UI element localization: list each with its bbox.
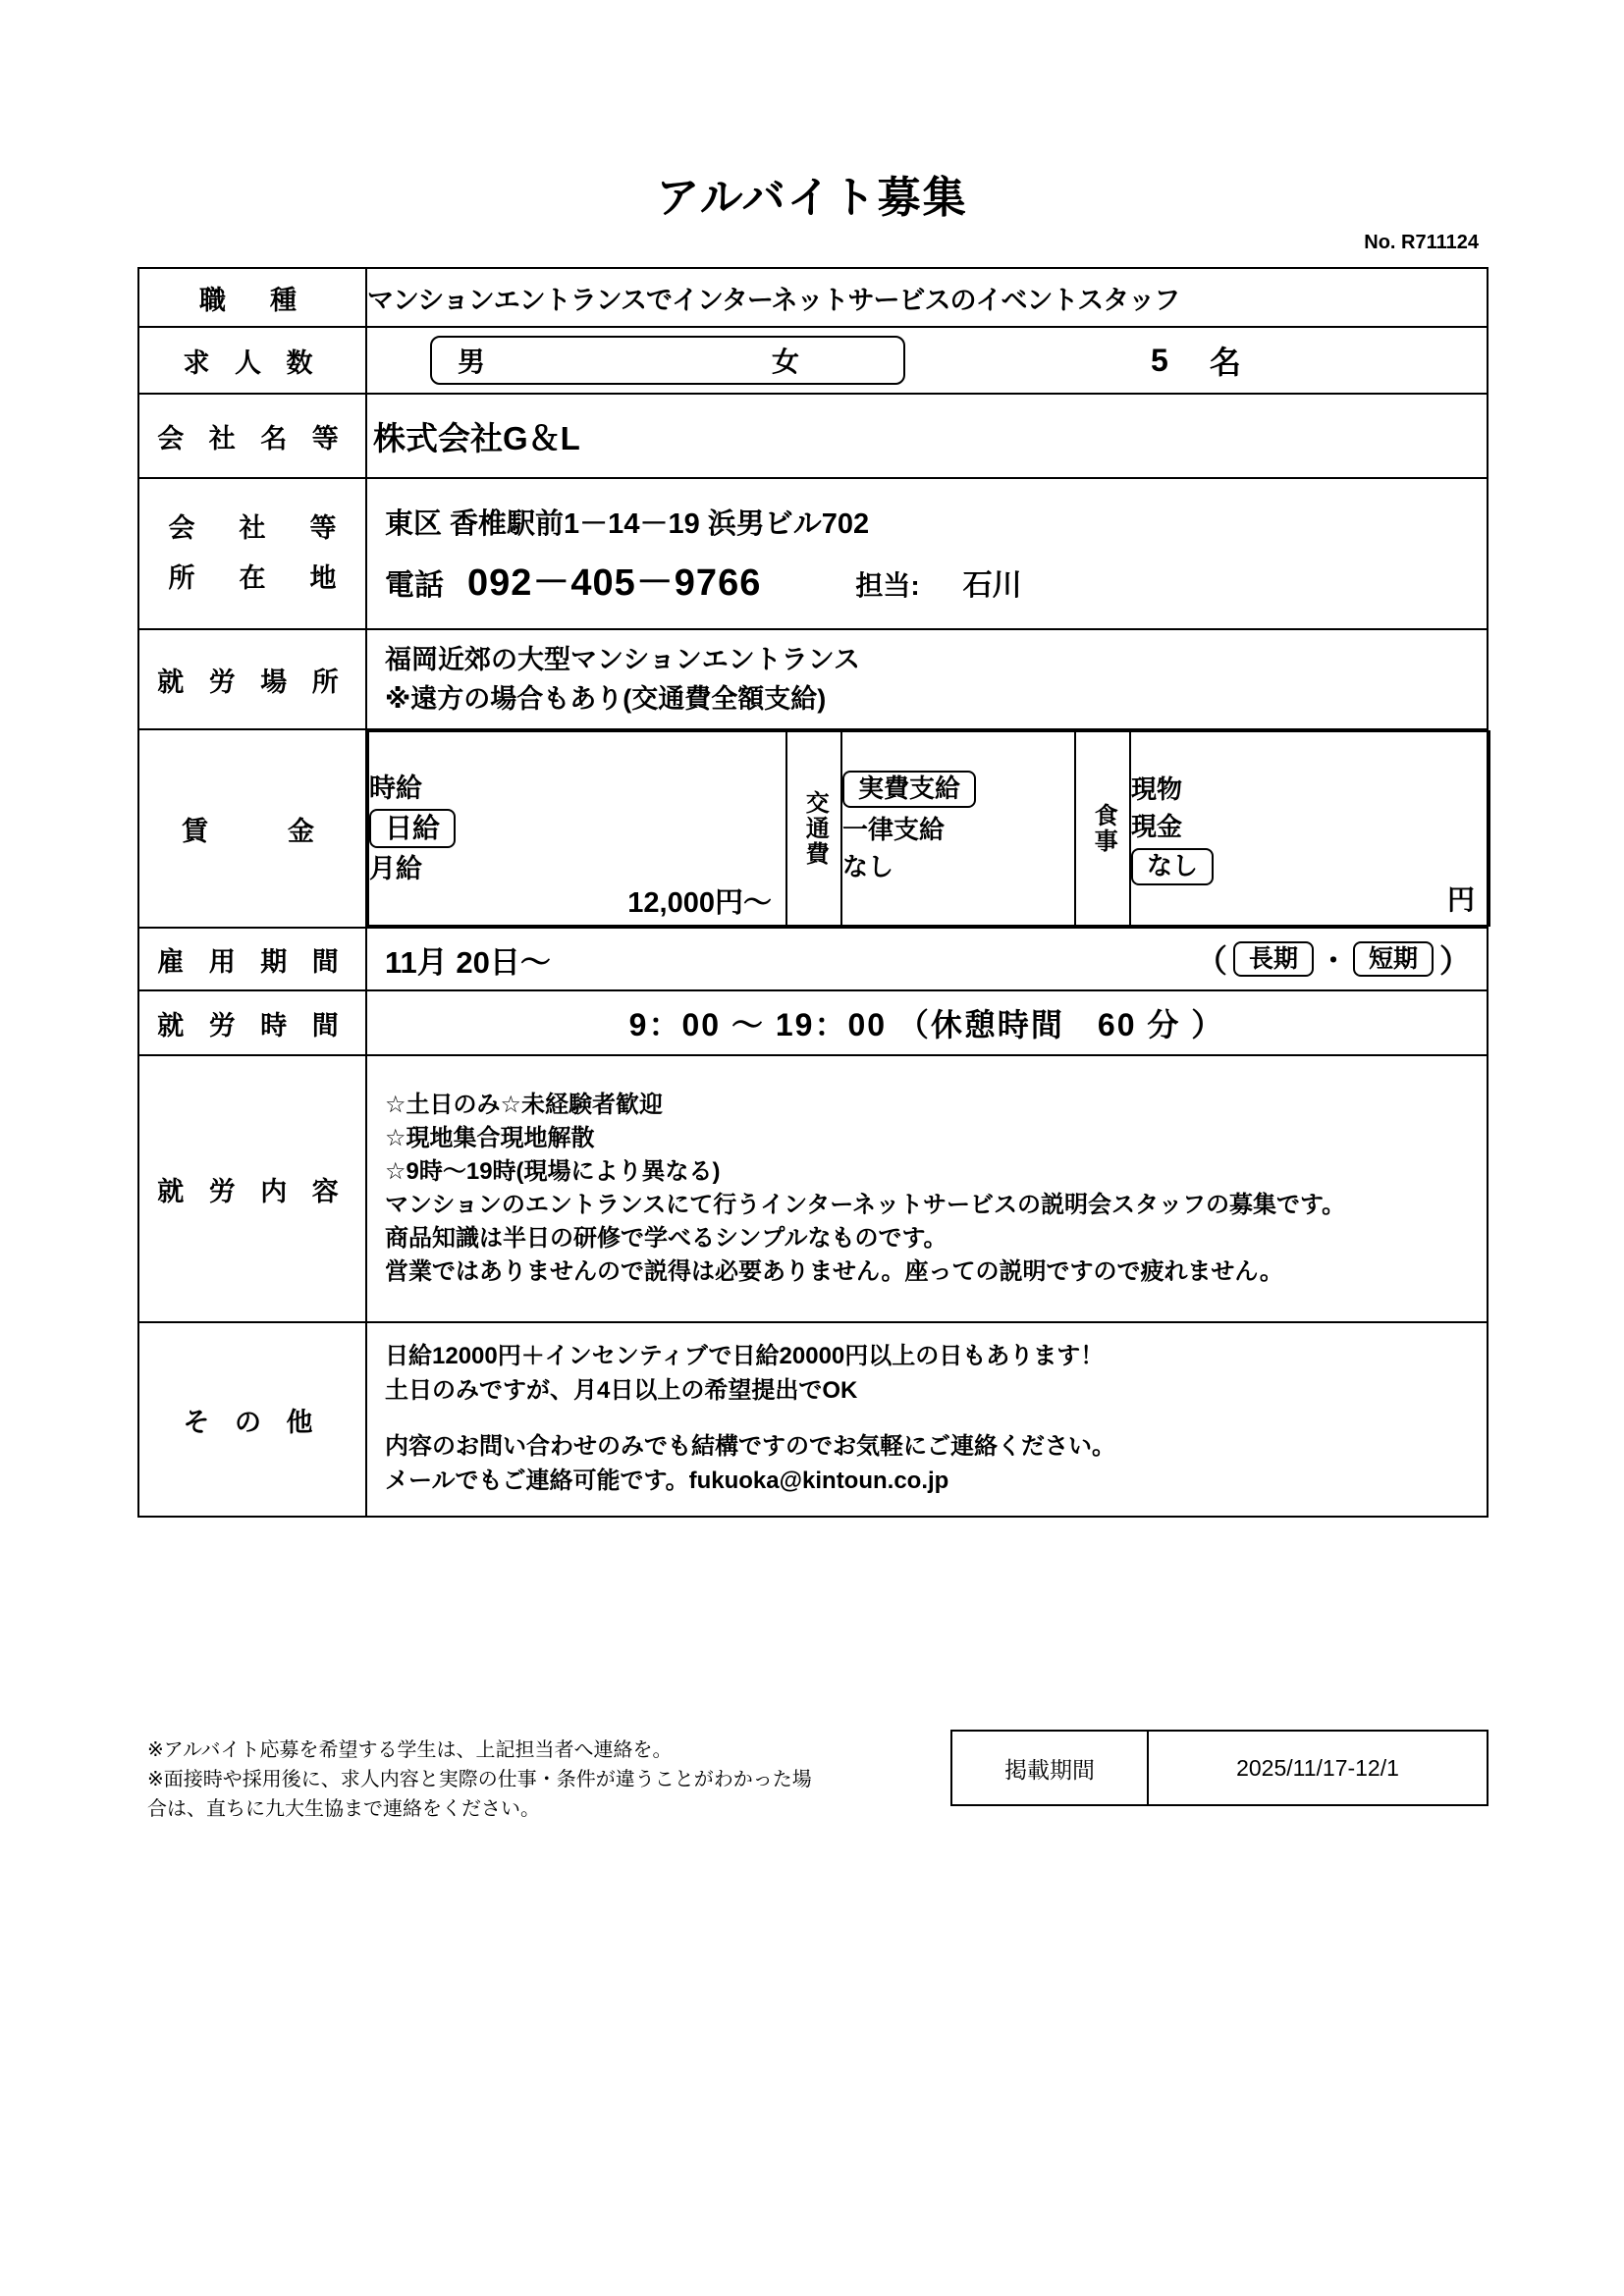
meal-in-kind-option[interactable]: 現物: [1131, 774, 1183, 805]
table-row: [138, 928, 1488, 990]
row-label-other: そ の 他: [138, 1322, 366, 1517]
footer-notes: [147, 1735, 913, 1824]
employment-period-value: 11月 20日～: [385, 944, 551, 980]
row-value-workplace: [366, 629, 1488, 729]
row-value-other: [366, 1322, 1488, 1517]
meal-label: 食事: [1090, 803, 1117, 854]
work-content-line: ☆9時～19時(現場により異なる): [385, 1157, 721, 1185]
workplace-line-1: 福岡近郊の大型マンションエントランス: [385, 644, 860, 674]
note-line: ※アルバイト応募を希望する学生は、上記担当者へ連絡を。: [147, 1739, 673, 1761]
company-name: 株式会社G＆L: [373, 419, 580, 456]
transport-flat-option[interactable]: 一律支給: [842, 815, 946, 845]
tel-number: 092－405－9766: [467, 562, 762, 604]
table-row: [138, 990, 1488, 1055]
transport-none-option[interactable]: なし: [842, 851, 894, 881]
row-label-employment-period: 雇 用 期 間: [138, 928, 366, 990]
note-line: 合は、直ちに九大生協まで連絡をください。: [147, 1798, 540, 1820]
tel-label: 電話: [385, 569, 444, 602]
row-label-work-hours: 就 労 時 間: [138, 990, 366, 1055]
meal-cash-option[interactable]: 現金: [1131, 812, 1183, 842]
meal-options-cell: [1130, 731, 1489, 926]
other-line-email: メールでもご連絡可能です。fukuoka@kintoun.co.jp: [385, 1467, 949, 1494]
job-type-text: マンションエントランスでインターネットサービスのイベントスタッフ: [367, 285, 1180, 315]
other-line: 土日のみですが、月4日以上の希望提出でOK: [385, 1377, 858, 1405]
transport-label: 交通費: [801, 790, 829, 867]
row-value-wage: [366, 729, 1488, 928]
row-value-address: [366, 478, 1488, 629]
contact-label: 担当:: [855, 570, 920, 601]
wage-amount-cell: [368, 731, 786, 926]
posting-period-label: 掲載期間: [951, 1731, 1148, 1805]
company-address: 東区 香椎駅前1－14－19 浜男ビル702: [385, 508, 870, 540]
wage-monthly-label[interactable]: 月給: [369, 854, 422, 884]
row-label-work-content: 就 労 内 容: [138, 1055, 366, 1322]
table-row: [138, 394, 1488, 478]
work-content-line: 営業ではありませんので説得は必要ありません。座っての説明ですので疲れません。: [385, 1258, 1283, 1286]
meal-label-cell: [1075, 731, 1130, 926]
row-value-job-type: [366, 268, 1488, 327]
row-label-company: 会 社 名 等: [138, 394, 366, 478]
address-label-line1: 会 社 等: [168, 512, 346, 543]
other-line: 内容のお問い合わせのみでも結構ですのでお気軽にご連絡ください。: [385, 1433, 1115, 1460]
row-value-work-content: [366, 1055, 1488, 1322]
row-value-openings: [366, 327, 1488, 394]
transport-label-cell: [786, 731, 841, 926]
workplace-line-2: ※遠方の場合もあり(交通費全額支給): [385, 684, 827, 714]
other-spacer: [385, 1409, 1471, 1430]
work-content-line: ☆現地集合現地解散: [385, 1124, 595, 1151]
table-row: [138, 729, 1488, 928]
table-row: [138, 629, 1488, 729]
openings-count: 5: [1151, 342, 1168, 378]
work-content-line: マンションのエントランスにて行うインターネットサービスの説明会スタッフの募集です。: [385, 1192, 1346, 1218]
term-separator: ・: [1319, 945, 1347, 976]
table-row: [138, 478, 1488, 629]
other-line: 日給12000円＋インセンティブで日給20000円以上の日もあります！: [385, 1343, 1105, 1370]
gender-selection-box[interactable]: 男 女: [430, 336, 905, 385]
note-line: ※面接時や採用後に、求人内容と実際の仕事・条件が違うことがわかった場: [147, 1769, 812, 1790]
table-row: [138, 1055, 1488, 1322]
row-label-address: [138, 478, 366, 629]
table-row: [138, 1322, 1488, 1517]
row-value-employment-period: [366, 928, 1488, 990]
table-row: [138, 327, 1488, 394]
transport-options-cell: [841, 731, 1075, 926]
row-label-job-type: 職 種: [138, 268, 366, 327]
job-detail-table: [137, 267, 1489, 1518]
meal-none-option[interactable]: なし: [1131, 848, 1214, 885]
yen-mark: 円: [1446, 884, 1475, 916]
row-value-company: [366, 394, 1488, 478]
short-term-option[interactable]: 短期: [1353, 941, 1434, 978]
row-label-workplace: 就 労 場 所: [138, 629, 366, 729]
paren-close: ）: [1438, 943, 1471, 979]
openings-unit: 名: [1209, 345, 1241, 380]
table-row: [138, 268, 1488, 327]
document-number: No. R711124: [1364, 232, 1479, 253]
long-term-option[interactable]: 長期: [1233, 941, 1314, 978]
page-title: アルバイト募集: [656, 174, 968, 222]
wage-daily-label[interactable]: 日給: [369, 809, 456, 848]
wage-hourly-label[interactable]: 時給: [369, 773, 422, 803]
address-label-line2: 所 在 地: [168, 563, 346, 593]
work-content-line: ☆土日のみ☆未経験者歓迎: [385, 1091, 664, 1118]
transport-actual-option[interactable]: 実費支給: [842, 771, 976, 808]
row-label-openings: 求 人 数: [138, 327, 366, 394]
paren-open: （: [1195, 943, 1227, 979]
table-row: [951, 1731, 1488, 1805]
row-value-work-hours: [366, 990, 1488, 1055]
wage-amount-value: 12,000円～: [627, 887, 772, 919]
work-hours-value: 9：00 ～ 19：00 （休憩時間 60 分 ）: [628, 1007, 1225, 1042]
work-content-line: 商品知識は半日の研修で学べるシンプルなものです。: [385, 1225, 947, 1253]
posting-period-table: [950, 1730, 1489, 1806]
row-label-wage: 賃 金: [138, 729, 366, 928]
contact-name: 石川: [962, 569, 1022, 602]
posting-period-value: 2025/11/17-12/1: [1148, 1731, 1488, 1805]
